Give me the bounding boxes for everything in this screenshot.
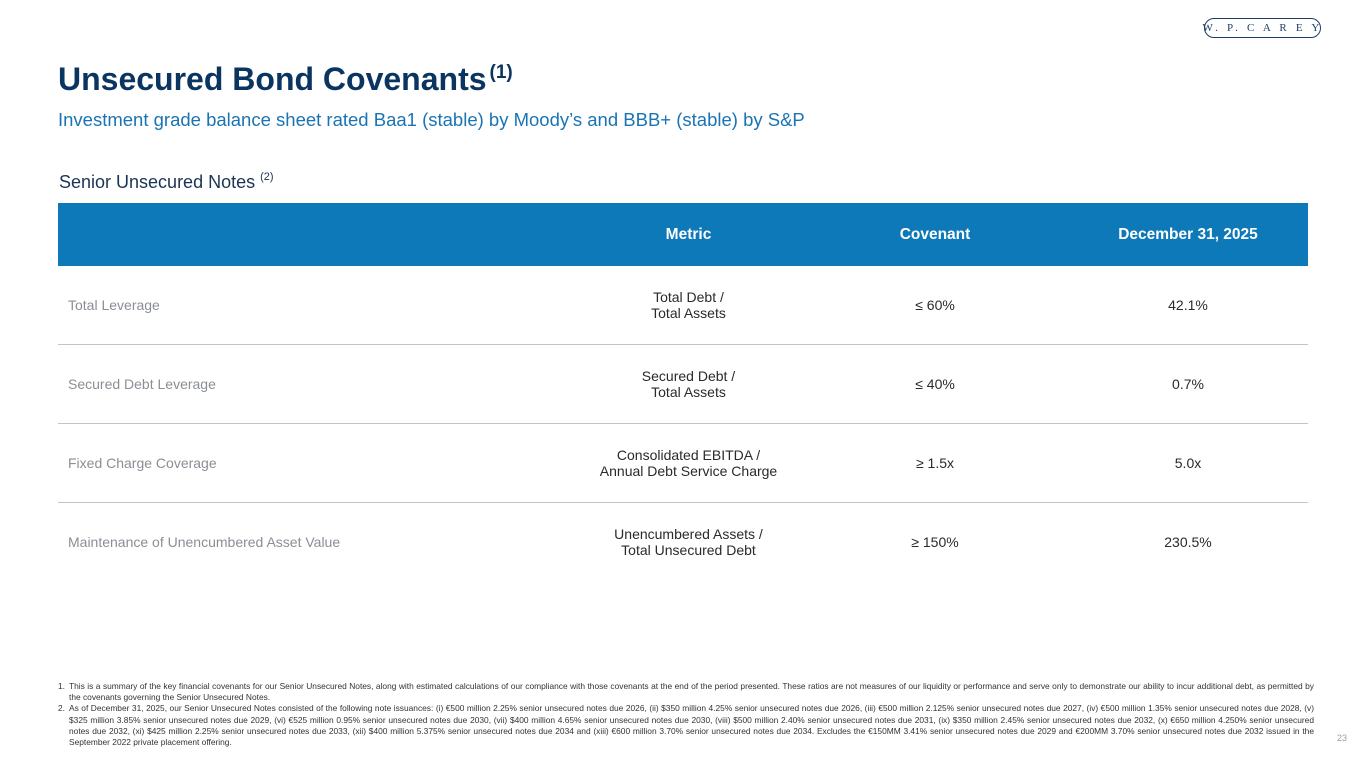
row-label: Maintenance of Unencumbered Asset Value <box>68 534 341 550</box>
footnote-text: As of December 31, 2025, our Senior Unsecured Notes consisted of the following note issuances: (i) €500 million 2.25% senior unsecured notes due 2026, (ii) $350 million 4.25% senior unsecured notes due 2026, (iii) €500 million 2.125% senior unsecured notes due 2027, (iv) €500 million 1.35% senior unsecured notes due 2028, (v) $325 million 3.85% senior unsecured notes due 2029, (vi) €525 million 0.95% senior unsecured notes due 2030, (vii) $400 million 4.65% senior unsecured notes due 2030, (viii) $500 million 2.40% senior unsecured notes due 2031, (ix) $350 million 2.45% senior unsecured notes due 2032, (x) €650 million 4.250% senior unsecured notes due 2032, (xi) $425 million 2.25% senior unsecured notes due 2033, (xii) $400 million 5.375% senior unsecured notes due 2034 and (xiii) €600 million 3.70% senior unsecured notes due 2034. Excludes the €150MM 3.41% senior unsecured notes due 2029 and €200MM 3.70% senior unsecured notes due 2032 issued in the September 2022 private placement offering. <box>69 703 1314 748</box>
row-value: 230.5% <box>1164 534 1212 550</box>
section-heading <box>59 165 274 194</box>
table-row <box>58 266 1308 345</box>
title-footnote-ref: (1) <box>489 62 513 83</box>
page-title <box>58 50 513 102</box>
row-label: Total Leverage <box>68 297 160 313</box>
header-cell-date: December 31, 2025 <box>1118 225 1258 243</box>
table-row <box>58 424 1308 503</box>
row-value: 0.7% <box>1172 376 1204 392</box>
row-label: Fixed Charge Coverage <box>68 455 217 471</box>
row-metric: Total Debt / Total Assets <box>651 289 726 321</box>
company-logo: W. P. C A R E Y <box>1204 18 1321 38</box>
row-covenant: ≥ 150% <box>911 534 959 550</box>
table-row <box>58 503 1308 581</box>
page-subtitle: Investment grade balance sheet rated Baa1 (stable) by Moody’s and BBB+ (stable) by S&P <box>58 109 805 130</box>
header-cell-metric: Metric <box>665 225 712 243</box>
section-footnote-ref: (2) <box>260 171 274 183</box>
footnotes <box>58 681 1314 748</box>
table-row <box>58 345 1308 424</box>
row-metric: Secured Debt / Total Assets <box>641 368 736 400</box>
covenants-table <box>58 203 1308 581</box>
table-header-row <box>58 203 1308 266</box>
row-covenant: ≤ 40% <box>915 376 955 392</box>
footnote <box>58 703 1314 748</box>
row-label: Secured Debt Leverage <box>68 376 216 392</box>
row-metric: Consolidated EBITDA / Annual Debt Service Charge <box>599 447 778 479</box>
section-heading-text: Senior Unsecured Notes <box>59 172 256 192</box>
footnote <box>58 681 1314 703</box>
row-covenant: ≤ 60% <box>915 297 955 313</box>
header-cell-covenant: Covenant <box>899 225 971 243</box>
page-title-text: Unsecured Bond Covenants <box>58 61 487 97</box>
row-metric: Unencumbered Assets / Total Unsecured Debt <box>614 526 763 558</box>
page-number: 23 <box>1337 733 1348 743</box>
footnote-number: 2. <box>58 703 65 714</box>
footnote-number: 1. <box>58 681 65 691</box>
row-value: 5.0x <box>1174 455 1202 471</box>
row-value: 42.1% <box>1168 297 1208 313</box>
row-covenant: ≥ 1.5x <box>915 455 955 471</box>
footnote-text: This is a summary of the key financial covenants for our Senior Unsecured Notes, along with estimated calculations of our compliance with those covenants at the end of the period presented. These ratios are not measures of our liquidity or performance and serve only to demonstrate our ability to incur additional debt, as permitted by the covenants governing the Senior Unsecured Notes. <box>69 681 1314 703</box>
